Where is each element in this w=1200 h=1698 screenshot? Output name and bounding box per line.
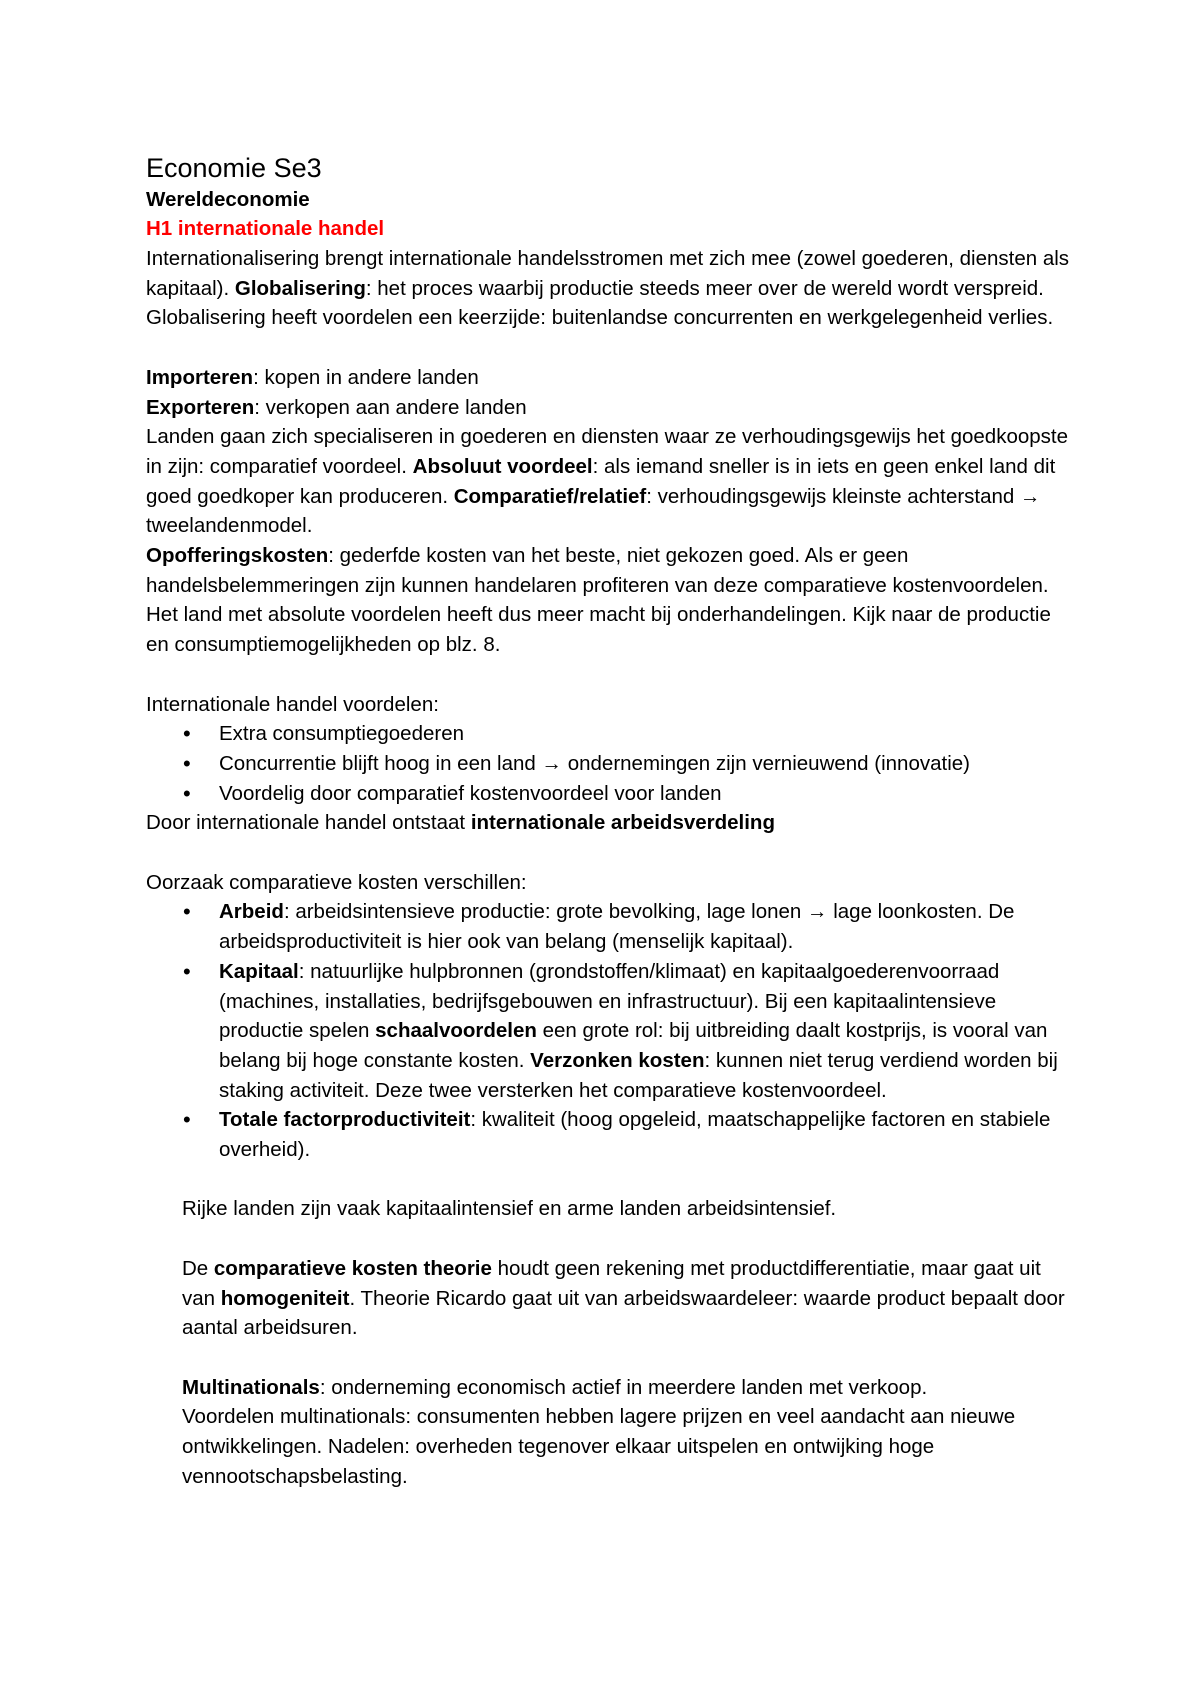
document-subtitle: Wereldeconomie [146,188,310,211]
document-title: Economie Se3 [146,153,322,183]
term-importeren: Importeren [146,365,254,389]
opofferingskosten-text: : gederfde kosten van het beste, niet gekozen goed. Als er geen handelsbelemmeringen zijn kunnen handelaren profiteren van deze comparatieve kostenvoordelen. Het land met absolute voordelen heeft dus meer macht bij onderhandelingen. Kijk naar de productie en consumptiemogelijkheden op blz. 8. [146,544,1051,657]
spacer [146,1165,1076,1195]
kapitaal-text-1: : natuurlijke hulpbronnen (grondstoffen/klimaat) en kapitaalgoederenvoorraad (machines, installaties, bedrijfsgebouwen en infrastructuur). Bij een kapitaalintensieve productie spelen [219,959,1000,1043]
spacer [146,333,1076,363]
list-item: • Concurrentie blijft hoog in een land → ondernemingen zijn vernieuwend (innovatie) [146,749,1076,779]
term-opofferingskosten: Opofferingskosten [146,544,329,568]
term-kapitaal: Kapitaal [219,959,299,983]
chapter-heading: H1 internationale handel [146,217,385,240]
spacer [146,1343,1076,1373]
term-homogeniteit: homogeniteit [220,1286,350,1310]
term-verzonken-kosten: Verzonken kosten [530,1048,705,1072]
term-globalisering: Globalisering [234,276,366,300]
importeren-text: : kopen in andere landen [253,365,479,389]
term-exporteren: Exporteren [146,395,255,419]
opofferingskosten-paragraph [146,541,1076,660]
intro-text-2: : het proces waarbij productie steeds meer over de wereld wordt verspreid. Globalisering heeft voordelen een keerzijde: buitenlandse concurrenten en werkgelegenheid verlies. [146,276,1054,330]
list-item: • Voordelig door comparatief kostenvoordeel voor landen [146,779,1076,809]
term-totale-factorproductiviteit: Totale factorproductiviteit [219,1108,471,1132]
term-schaalvoordelen: schaalvoordelen [375,1019,537,1043]
intro-paragraph [146,244,1076,333]
absoluut-voordeel-text: : als iemand sneller is in iets en geen enkel land dit goed goedkoper kan produceren. [146,454,1056,508]
list-item [146,1105,1076,1164]
term-absoluut-voordeel: Absoluut voordeel [412,454,593,478]
term-comparatieve-kosten-theorie: comparatieve kosten theorie [213,1256,492,1280]
comparatief-text: : verhoudingsgewijs kleinste achterstand → tweelandenmodel. [146,484,1041,538]
multinationals-text: : onderneming economisch actief in meerdere landen met verkoop. [319,1375,928,1399]
term-comparatief-relatief: Comparatief/relatief [453,484,647,508]
kapitaal-text-2: een grote rol: bij uitbreiding daalt kostprijs, is vooral van belang bij hoge constante kosten. [219,1019,1048,1072]
oorzaak-list [146,897,1076,1164]
document-content [146,150,1076,1491]
spacer [146,838,1076,868]
exporteren-text: : verkopen aan andere landen [254,395,527,419]
term-internationale-arbeidsverdeling: internationale arbeidsverdeling [470,811,775,835]
multinationals-paragraph: Voordelen multinationals: consumenten hebben lagere prijzen en veel aandacht aan nieuwe ontwikkelingen. Nadelen: overheden tegenover elkaar uitspelen en ontwijking hoge vennootschapsbelasting. [182,1405,1016,1488]
kapitaal-text-3: : kunnen niet terug verdiend worden bij staking activiteit. Deze twee versterken het comparatieve kostenvoordeel. [219,1048,1058,1102]
term-multinationals: Multinationals [182,1375,320,1399]
spacer [146,660,1076,690]
list-item [146,957,1076,1106]
multinationals-line [146,1373,1076,1403]
arbeidsverdeling-line [146,808,1076,838]
ricardo-text-1: De [182,1256,214,1280]
specialisatie-text: Landen gaan zich specialiseren in goederen en diensten waar ze verhoudingsgewijs het goedkoopste in zijn: comparatief voordeel. [146,425,1068,478]
list-item: • Extra consumptiegoederen [146,719,1076,749]
list-item [146,897,1076,956]
voordelen-heading: Internationale handel voordelen: [146,692,439,716]
arbeidsverdeling-text: Door internationale handel ontstaat [146,811,471,835]
intro-text-1: Internationalisering brengt internationale handelsstromen met zich mee (zowel goederen, diensten als kapitaal). [146,247,1070,300]
arbeid-text: : arbeidsintensieve productie: grote bevolking, lage lonen → lage loonkosten. De arbeidsproductiviteit is hier ook van belang (menselijk kapitaal). [219,900,1015,954]
specialisatie-paragraph [146,422,1076,541]
oorzaak-heading: Oorzaak comparatieve kosten verschillen: [146,870,527,894]
ricardo-paragraph [146,1254,1076,1343]
rijke-landen-paragraph: Rijke landen zijn vaak kapitaalintensief en arme landen arbeidsintensief. [182,1197,837,1221]
term-arbeid: Arbeid [219,900,284,924]
spacer [146,1224,1076,1254]
ricardo-text-3: . Theorie Ricardo gaat uit van arbeidswaardeleer: waarde product bepaalt door aantal arbeidsuren. [182,1286,1065,1340]
ricardo-text-2: houdt geen rekening met productdifferentiatie, maar gaat uit van [182,1256,1041,1310]
factorproductiviteit-text: : kwaliteit (hoog opgeleid, maatschappelijke factoren en stabiele overheid). [219,1108,1051,1162]
importeren-line [146,363,1076,393]
voordelen-list [146,719,1076,808]
exporteren-line [146,393,1076,423]
